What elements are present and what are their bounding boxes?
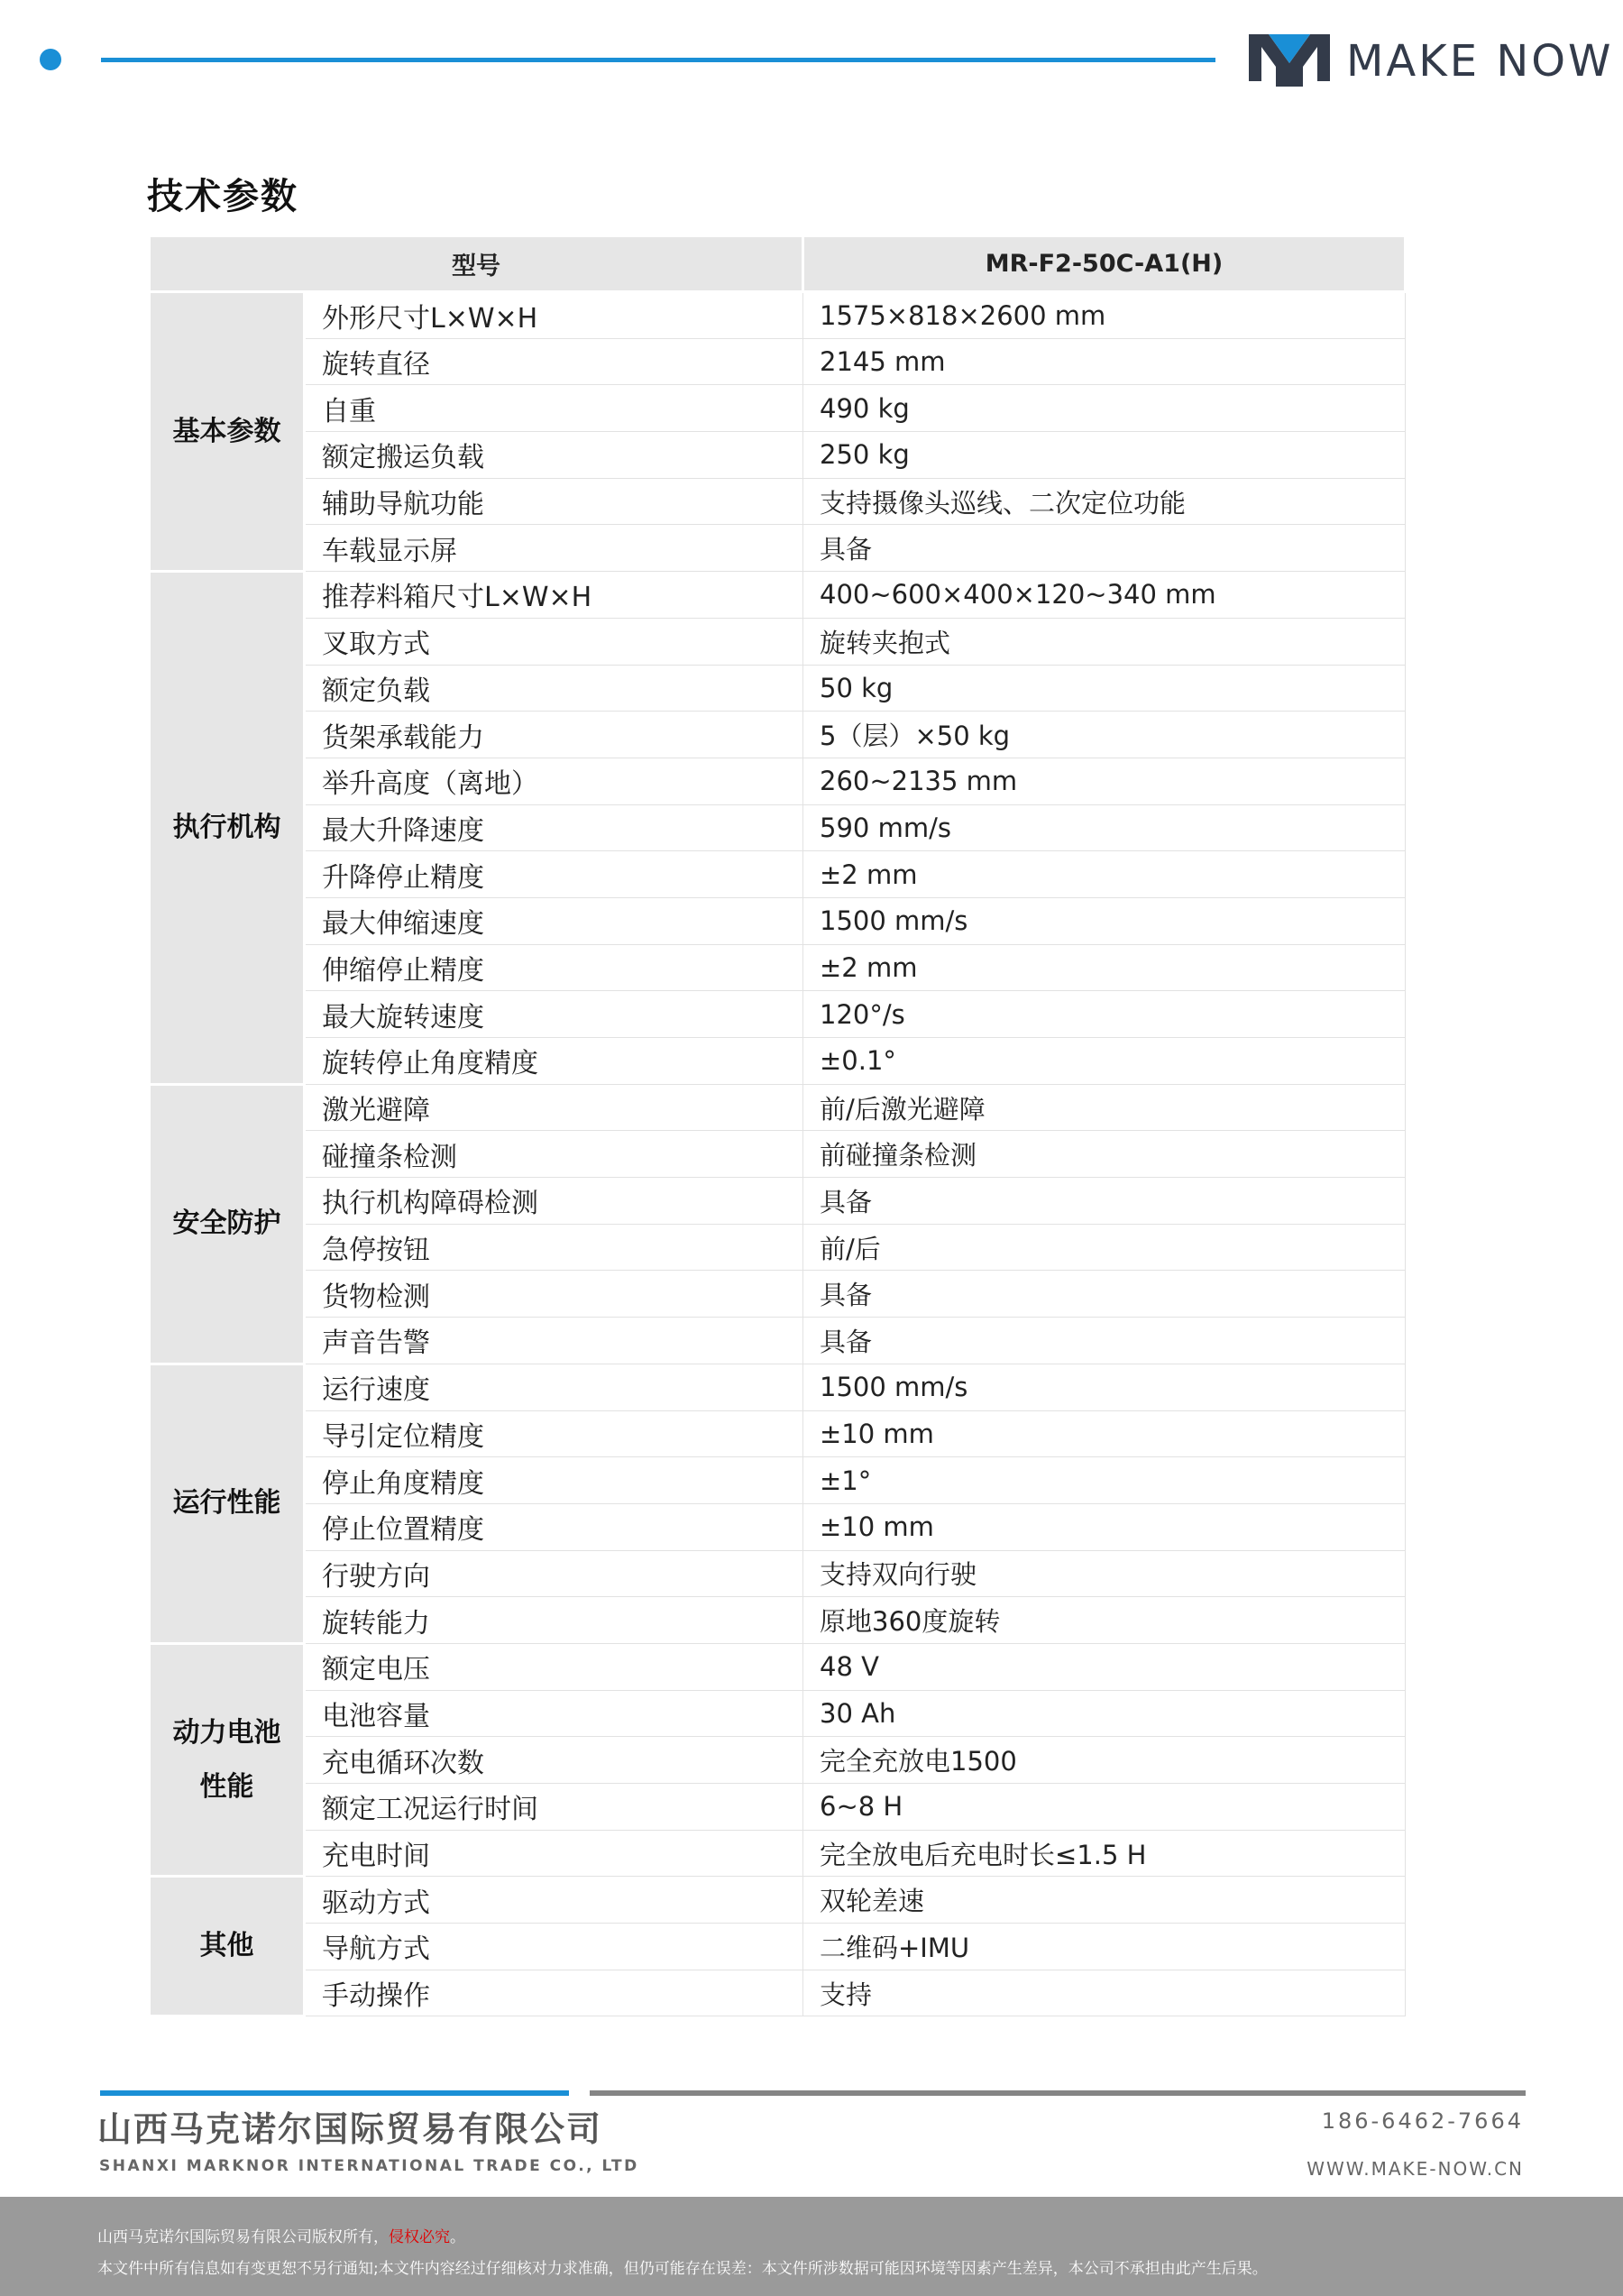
param-name: 额定电压 bbox=[305, 1643, 803, 1690]
spec-row bbox=[150, 1643, 1406, 1690]
logo-wordmark: MAKE NOW bbox=[1346, 36, 1614, 87]
make-now-logo-icon bbox=[1249, 27, 1330, 87]
spec-row bbox=[150, 758, 1406, 804]
param-name: 外形尺寸L×W×H bbox=[305, 292, 803, 339]
param-value: ±2 mm bbox=[803, 944, 1406, 991]
param-name: 辅助导航功能 bbox=[305, 478, 803, 525]
spec-row bbox=[150, 1178, 1406, 1225]
param-name: 额定负载 bbox=[305, 665, 803, 712]
spec-table bbox=[148, 234, 1407, 2017]
spec-row bbox=[150, 804, 1406, 851]
param-value: 前/后激光避障 bbox=[803, 1084, 1406, 1131]
param-value: 前碰撞条检测 bbox=[803, 1131, 1406, 1178]
param-name: 运行速度 bbox=[305, 1364, 803, 1410]
param-name: 车载显示屏 bbox=[305, 525, 803, 572]
param-name: 碰撞条检测 bbox=[305, 1131, 803, 1178]
param-value: 原地360度旋转 bbox=[803, 1597, 1406, 1644]
param-name: 声音告警 bbox=[305, 1318, 803, 1364]
spec-row bbox=[150, 1924, 1406, 1970]
param-value: 1575×818×2600 mm bbox=[803, 292, 1406, 339]
param-value: 双轮差速 bbox=[803, 1877, 1406, 1924]
param-value: 490 kg bbox=[803, 385, 1406, 432]
spec-row bbox=[150, 1830, 1406, 1877]
spec-row bbox=[150, 385, 1406, 432]
spec-row bbox=[150, 618, 1406, 665]
spec-row bbox=[150, 1457, 1406, 1504]
param-value: 具备 bbox=[803, 525, 1406, 572]
spec-row bbox=[150, 1131, 1406, 1178]
spec-row bbox=[150, 1038, 1406, 1085]
model-label: 型号 bbox=[150, 236, 803, 292]
param-name: 升降停止精度 bbox=[305, 851, 803, 898]
param-value: 48 V bbox=[803, 1643, 1406, 1690]
param-name: 额定搬运负载 bbox=[305, 432, 803, 479]
param-value: 二维码+IMU bbox=[803, 1924, 1406, 1970]
group-label bbox=[150, 292, 305, 572]
param-name: 举升高度（离地） bbox=[305, 758, 803, 804]
group-label-line: 动力电池 bbox=[172, 1716, 281, 1749]
spec-row bbox=[150, 1597, 1406, 1644]
param-name: 推荐料箱尺寸L×W×H bbox=[305, 572, 803, 619]
param-name: 导引定位精度 bbox=[305, 1410, 803, 1457]
spec-row bbox=[150, 292, 1406, 339]
spec-row bbox=[150, 1784, 1406, 1831]
footer-accent-line bbox=[100, 2090, 569, 2096]
param-value: 6~8 H bbox=[803, 1784, 1406, 1831]
param-name: 伸缩停止精度 bbox=[305, 944, 803, 991]
spec-row bbox=[150, 1503, 1406, 1550]
param-value: ±0.1° bbox=[803, 1038, 1406, 1085]
param-name: 充电时间 bbox=[305, 1830, 803, 1877]
header-accent-dot bbox=[40, 49, 61, 70]
param-name: 激光避障 bbox=[305, 1084, 803, 1131]
param-name: 停止角度精度 bbox=[305, 1457, 803, 1504]
copyright-text: 山西马克诺尔国际贸易有限公司版权所有， bbox=[97, 2228, 389, 2246]
footer-copyright bbox=[97, 2224, 465, 2246]
param-name: 额定工况运行时间 bbox=[305, 1784, 803, 1831]
param-name: 货物检测 bbox=[305, 1271, 803, 1318]
brand-logo bbox=[1249, 27, 1614, 90]
param-value: ±2 mm bbox=[803, 851, 1406, 898]
param-value: 260~2135 mm bbox=[803, 758, 1406, 804]
group-label bbox=[150, 1084, 305, 1364]
spec-row bbox=[150, 991, 1406, 1038]
spec-row bbox=[150, 1550, 1406, 1597]
param-value: 5（层）×50 kg bbox=[803, 712, 1406, 758]
spec-row bbox=[150, 1877, 1406, 1924]
param-value: 支持双向行驶 bbox=[803, 1550, 1406, 1597]
spec-row bbox=[150, 1271, 1406, 1318]
param-value: 具备 bbox=[803, 1178, 1406, 1225]
spec-row bbox=[150, 897, 1406, 944]
group-label bbox=[150, 1364, 305, 1643]
header-accent-line bbox=[101, 58, 1215, 62]
param-value: 具备 bbox=[803, 1271, 1406, 1318]
param-value: 前/后 bbox=[803, 1224, 1406, 1271]
spec-row bbox=[150, 525, 1406, 572]
param-name: 电池容量 bbox=[305, 1690, 803, 1737]
param-name: 手动操作 bbox=[305, 1970, 803, 2016]
copyright-warning: 侵权必究 bbox=[389, 2228, 450, 2246]
spec-row bbox=[150, 1410, 1406, 1457]
spec-row bbox=[150, 432, 1406, 479]
spec-row bbox=[150, 944, 1406, 991]
spec-row bbox=[150, 478, 1406, 525]
param-name: 叉取方式 bbox=[305, 618, 803, 665]
param-value: 50 kg bbox=[803, 665, 1406, 712]
param-name: 货架承载能力 bbox=[305, 712, 803, 758]
footer-disclaimer: 本文件中所有信息如有变更恕不另行通知;本文件内容经过仔细核对力求准确，但仍可能存在误差：本文件所涉数据可能因环境等因素产生差异，本公司不承担由此产生后果。 bbox=[97, 2260, 1268, 2278]
param-value: 2145 mm bbox=[803, 338, 1406, 385]
param-value: 支持 bbox=[803, 1970, 1406, 2016]
group-label bbox=[150, 1643, 305, 1876]
param-value: 590 mm/s bbox=[803, 804, 1406, 851]
param-name: 旋转停止角度精度 bbox=[305, 1038, 803, 1085]
param-value: 完全放电后充电时长≤1.5 H bbox=[803, 1830, 1406, 1877]
group-label-line: 性能 bbox=[199, 1770, 254, 1803]
spec-row bbox=[150, 851, 1406, 898]
param-value: 250 kg bbox=[803, 432, 1406, 479]
param-name: 旋转直径 bbox=[305, 338, 803, 385]
param-value: ±10 mm bbox=[803, 1503, 1406, 1550]
footer-company-name: 山西马克诺尔国际贸易有限公司 bbox=[97, 2109, 603, 2149]
spec-row bbox=[150, 1084, 1406, 1131]
spec-row bbox=[150, 1737, 1406, 1784]
spec-row bbox=[150, 712, 1406, 758]
param-value: 旋转夹抱式 bbox=[803, 618, 1406, 665]
param-name: 导航方式 bbox=[305, 1924, 803, 1970]
group-label bbox=[150, 572, 305, 1085]
param-name: 旋转能力 bbox=[305, 1597, 803, 1644]
param-value: ±10 mm bbox=[803, 1410, 1406, 1457]
param-value: 具备 bbox=[803, 1318, 1406, 1364]
param-value: 120°/s bbox=[803, 991, 1406, 1038]
footer-company-name-en: SHANXI MARKNOR INTERNATIONAL TRADE CO., LTD bbox=[99, 2157, 639, 2175]
spec-row bbox=[150, 338, 1406, 385]
spec-row bbox=[150, 665, 1406, 712]
table-header-row bbox=[150, 236, 1406, 292]
group-label-line: 基本参数 bbox=[172, 415, 281, 447]
spec-row bbox=[150, 572, 1406, 619]
spec-row bbox=[150, 1318, 1406, 1364]
footer-phone: 186-6462-7664 bbox=[1321, 2108, 1524, 2134]
group-label-line: 其他 bbox=[199, 1930, 254, 1962]
param-value: ±1° bbox=[803, 1457, 1406, 1504]
param-name: 执行机构障碍检测 bbox=[305, 1178, 803, 1225]
spec-row bbox=[150, 1224, 1406, 1271]
param-name: 急停按钮 bbox=[305, 1224, 803, 1271]
spec-row bbox=[150, 1690, 1406, 1737]
footer-website[interactable]: WWW.MAKE-NOW.CN bbox=[1307, 2158, 1524, 2180]
param-name: 最大伸缩速度 bbox=[305, 897, 803, 944]
param-value: 1500 mm/s bbox=[803, 1364, 1406, 1410]
group-label bbox=[150, 1877, 305, 2016]
copyright-end: 。 bbox=[450, 2228, 465, 2246]
param-name: 停止位置精度 bbox=[305, 1503, 803, 1550]
param-name: 自重 bbox=[305, 385, 803, 432]
param-name: 最大旋转速度 bbox=[305, 991, 803, 1038]
param-value: 支持摄像头巡线、二次定位功能 bbox=[803, 478, 1406, 525]
footer-band bbox=[0, 2197, 1623, 2296]
param-name: 最大升降速度 bbox=[305, 804, 803, 851]
page-title: 技术参数 bbox=[147, 176, 298, 217]
param-name: 行驶方向 bbox=[305, 1550, 803, 1597]
param-value: 400~600×400×120~340 mm bbox=[803, 572, 1406, 619]
model-value: MR-F2-50C-A1(H) bbox=[803, 236, 1406, 292]
spec-row bbox=[150, 1970, 1406, 2016]
footer-divider-line bbox=[590, 2090, 1526, 2096]
group-label-line: 执行机构 bbox=[172, 811, 281, 843]
param-value: 1500 mm/s bbox=[803, 897, 1406, 944]
group-label-line: 运行性能 bbox=[172, 1487, 281, 1520]
param-name: 驱动方式 bbox=[305, 1877, 803, 1924]
param-name: 充电循环次数 bbox=[305, 1737, 803, 1784]
spec-row bbox=[150, 1364, 1406, 1410]
param-value: 30 Ah bbox=[803, 1690, 1406, 1737]
group-label-line: 安全防护 bbox=[172, 1208, 281, 1240]
param-value: 完全充放电1500 bbox=[803, 1737, 1406, 1784]
